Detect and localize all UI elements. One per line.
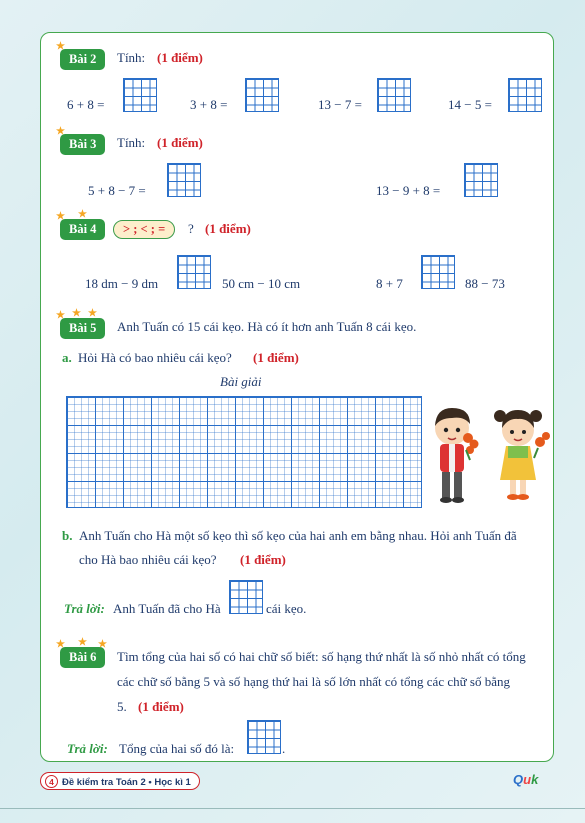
answer-box[interactable] — [508, 78, 542, 112]
solution-writing-grid[interactable] — [66, 396, 422, 508]
points-label: (1 điểm) — [253, 350, 299, 365]
badge-label: Bài 2 — [69, 52, 97, 66]
part-b-letter: b. — [62, 528, 73, 543]
answer-prefix: Anh Tuấn đã cho Hà — [113, 601, 221, 616]
star-icon: ★ — [56, 211, 65, 222]
star-icon: ★ — [56, 310, 65, 321]
problem-text: Anh Tuấn có 15 cái kẹo. Hà có ít hơn anh Tuấn 8 cái kẹo. — [117, 319, 417, 334]
expression: 5 + 8 − 7 = — [88, 183, 146, 198]
compare-symbols-tag: > ; < ; = — [113, 220, 175, 239]
answer-box[interactable] — [123, 78, 157, 112]
footer-label — [40, 772, 200, 790]
answer-prefix: Tổng của hai số đó là: — [119, 741, 235, 756]
brand-logo: Quk — [513, 772, 539, 787]
star-icon: ★ — [88, 308, 97, 319]
part-a-question: Hỏi Hà có bao nhiêu cái kẹo? — [78, 350, 232, 365]
compare-box[interactable] — [177, 255, 211, 289]
exercise-badge-2 — [56, 41, 105, 70]
compare-right-1: 50 cm − 10 cm — [222, 276, 301, 291]
exercise-badge-6 — [56, 637, 107, 668]
star-icon: ★ — [98, 639, 107, 650]
expression: 13 − 7 = — [318, 97, 362, 112]
problem-line2: các chữ số bằng 5 và số hạng thứ hai là số lớn nhất có tổng các chữ số bằng — [117, 674, 510, 689]
exercise-badge-4 — [56, 209, 105, 240]
star-icon: ★ — [72, 308, 81, 319]
question-mark: ? — [188, 221, 194, 236]
compare-box[interactable] — [421, 255, 455, 289]
expression: 3 + 8 = — [190, 97, 228, 112]
star-icon: ★ — [56, 126, 65, 137]
points-label: (1 điểm) — [157, 135, 203, 150]
points-label: (1 điểm) — [138, 699, 184, 714]
badge-label: Bài 6 — [69, 650, 97, 664]
expression: 14 − 5 = — [448, 97, 492, 112]
problem-line3: 5. — [117, 699, 127, 714]
badge-label: Bài 5 — [69, 321, 97, 335]
points-label: (1 điểm) — [205, 221, 251, 236]
badge-label: Bài 3 — [69, 137, 97, 151]
children-illustration — [426, 402, 554, 506]
answer-box[interactable] — [167, 163, 201, 197]
answer-box[interactable] — [464, 163, 498, 197]
compare-left-1: 18 dm − 9 dm — [85, 276, 159, 291]
divider — [0, 808, 585, 809]
exercise-title: Tính: — [117, 135, 146, 150]
answer-box[interactable] — [377, 78, 411, 112]
answer-suffix: cái kẹo. — [266, 601, 307, 616]
expression: 6 + 8 = — [67, 97, 105, 112]
solution-heading: Bài giải — [220, 374, 262, 389]
exercise-badge-3 — [56, 126, 105, 155]
star-icon: ★ — [78, 637, 87, 648]
answer-label: Trả lời: — [67, 741, 108, 756]
page-number: 4 — [45, 775, 58, 788]
expression: 13 − 9 + 8 = — [376, 183, 441, 198]
exercise-title: Tính: — [117, 50, 146, 65]
exercise-badge-5 — [56, 308, 105, 339]
answer-suffix: . — [282, 741, 286, 756]
part-a-letter: a. — [62, 350, 72, 365]
problem-line1: Tìm tổng của hai số có hai chữ số biết: số hạng thứ nhất là số nhỏ nhất có tổng — [117, 649, 526, 664]
star-icon: ★ — [56, 639, 65, 650]
compare-left-2: 8 + 7 — [376, 276, 403, 291]
answer-box[interactable] — [247, 720, 281, 754]
part-b-question-line1: Anh Tuấn cho Hà một số kẹo thì số kẹo của hai anh em bằng nhau. Hỏi anh Tuấn đã — [79, 528, 517, 543]
badge-label: Bài 4 — [69, 222, 97, 236]
answer-label: Trả lời: — [64, 601, 105, 616]
answer-box[interactable] — [245, 78, 279, 112]
points-label: (1 điểm) — [157, 50, 203, 65]
compare-right-2: 88 − 73 — [465, 276, 505, 291]
footer-title: Đề kiểm tra Toán 2 • Học kì 1 — [62, 777, 191, 788]
star-icon: ★ — [56, 41, 65, 52]
star-icon: ★ — [78, 209, 87, 220]
part-b-question-line2: cho Hà bao nhiêu cái kẹo? — [79, 552, 217, 567]
answer-box[interactable] — [229, 580, 263, 614]
points-label: (1 điểm) — [240, 552, 286, 567]
